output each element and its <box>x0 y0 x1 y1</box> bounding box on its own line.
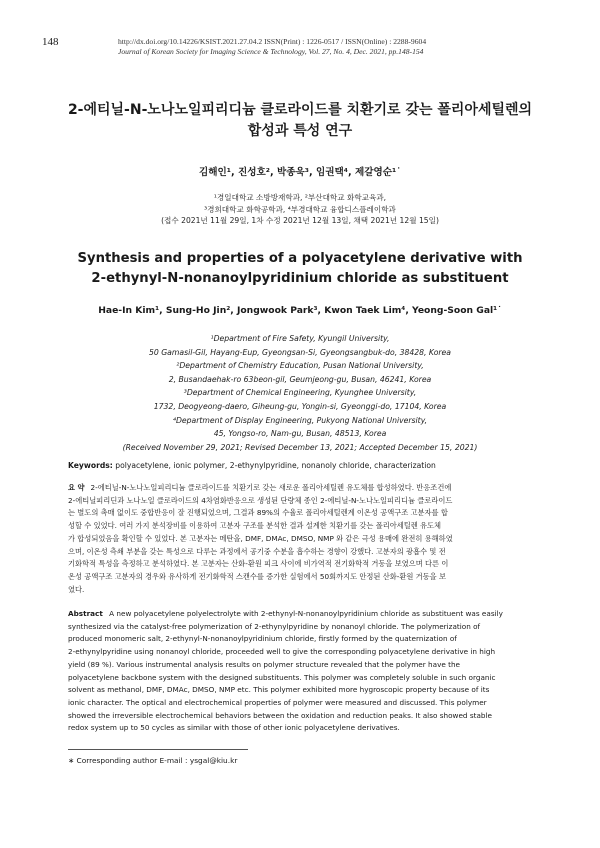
english-affiliation-line: ⁴Department of Display Engineering, Pukyong National University, <box>172 415 428 425</box>
korean-abstract-line: 온성 공액구조 고분자의 경우와 유사하게 전기화학적 스캔수를 증가한 실험에서 50회까지도 안정된 산화-환원 거동을 보 <box>68 571 446 581</box>
english-received-dates: (Received November 29, 2021; Revised December 13, 2021; Accepted December 15, 2021) <box>122 442 478 452</box>
korean-affiliation-line: ¹경일대학교 소방방재학과, ²부산대학교 화학교육과, <box>213 193 387 202</box>
footnote-divider <box>68 749 248 750</box>
doi-issn-line: http://dx.doi.org/10.14226/KSIST.2021.27.04.2 ISSN(Print) : 1226-0517 / ISSN(Online) : 2288-9604 <box>118 37 427 46</box>
korean-abstract-line: 가 합성되었음을 확인할 수 있었다. 본 고분자는 메탄올, DMF, DMAc, DMSO, NMP 와 같은 극성 용매에 완전히 용해하였 <box>68 533 453 543</box>
korean-abstract-line: 성할 수 있었다. 여러 가지 분석장비를 이용하여 고분자 구조를 분석한 결과 설계한 치환기를 갖는 폴리아세틸렌 유도체 <box>68 521 442 531</box>
korean-authors: 김해인¹, 진성호², 박종욱³, 임권택⁴, 제갈영순¹˙ <box>198 167 402 178</box>
english-authors: Hae-In Kim¹, Sung-Ho Jin², Jongwook Park³, Kwon Taek Lim⁴, Yeong-Soon Gal¹˙ <box>98 305 502 316</box>
korean-abstract-line: 는 별도의 촉매 없이도 중합반응이 잘 진행되었으며, 그결과 89%의 수율로 폴리아세틸렌계 이온성 공액구조 고분자를 합 <box>68 508 448 518</box>
english-affiliation-line: ²Department of Chemistry Education, Pusan National University, <box>176 361 424 371</box>
english-title <box>40 249 560 289</box>
english-abstract-text: A new polyacetylene polyelectrolyte with 2-ethynyl-N-nonanoylpyridinium chloride as substituent was easily <box>109 609 503 618</box>
english-abstract-line: 2-ethynylpyridine using nonanoyl chloride, proceeded well to give the corresponding polyacetylene derivative in high <box>68 647 496 657</box>
english-abstract-line: solvent as methanol, DMF, DMAc, DMSO, NMP etc. This polymer exhibited more hygroscopic property because of its <box>68 685 490 695</box>
english-abstract-line: polyacetylene backbone system with the designed substituents. This polymer was completely soluble in such organic <box>68 672 496 682</box>
english-affiliations <box>40 332 560 454</box>
english-abstract-line: ionic character. The optical and electrochemical properties of polymer were measured and discussed. This polymer <box>68 697 487 707</box>
english-abstract-line: yield (89 %). Various instrumental analysis results on polymer structure revealed that the polymer have the <box>68 659 461 669</box>
korean-title <box>40 100 560 142</box>
english-affiliation-line: 2, Busandaehak-ro 63beon-gil, Geumjeong-gu, Busan, 46241, Korea <box>168 374 432 384</box>
english-title-line: Synthesis and properties of a polyacetylene derivative with <box>77 251 523 266</box>
korean-affiliations <box>40 192 560 227</box>
korean-abstract <box>68 482 534 596</box>
korean-abstract-label: 요 약 <box>68 483 85 492</box>
english-abstract <box>68 608 534 735</box>
keywords <box>68 461 532 470</box>
english-affiliation-line: 45, Yongso-ro, Nam-gu, Busan, 48513, Korea <box>213 429 387 439</box>
corresponding-author-footnote: ∗ Corresponding author E-mail : ysgal@kiu.kr <box>68 756 238 765</box>
english-abstract-line <box>68 608 534 621</box>
page-number: 148 <box>42 36 59 48</box>
english-affiliation-line: 1732, Deogyeong-daero, Giheung-gu, Yongin-si, Gyeonggi-do, 17104, Korea <box>153 401 447 411</box>
korean-received-dates: (접수 2021년 11월 29일, 1차 수정 2021년 12월 13일, 채택 2021년 12월 15일) <box>161 216 439 225</box>
korean-title-line: 2-에티닐-N-노나노일피리디늄 클로라이드를 치환기로 갖는 폴리아세틸렌의 <box>67 102 533 118</box>
english-abstract-line: produced monomeric salt, 2-ethynyl-N-nonanoylpyridinium chloride, firstly formed by the quaternization of <box>68 634 457 644</box>
english-title-line: 2-ethynyl-N-nonanoylpyridinium chloride as substituent <box>91 271 509 286</box>
english-affiliation-line: ¹Department of Fire Safety, Kyungil University, <box>210 334 390 343</box>
keywords-text: polyacetylene, ionic polymer, 2-ethynylpyridine, nonanoly chloride, characterization <box>115 461 436 470</box>
korean-abstract-line: 으며, 이온성 측쇄 부분을 갖는 특성으로 다루는 과정에서 공기중 수분을 흡수하는 경향이 강했다. 고분자의 광흡수 및 전 <box>68 546 446 556</box>
korean-abstract-line: 2-에티닐피리딘과 노나노일 클로라이드의 4차염화반응으로 생성된 단량체 종인 2-에티닐-N-노나노일피리디늄 클로라이드 <box>68 495 453 505</box>
korean-abstract-line: 기화학적 특성을 측정하고 분석하였다. 본 고분자는 산화-환원 피크 사이에 비가역적 전기화학적 거동을 보였으며 다른 이 <box>68 559 449 569</box>
korean-affiliation-line: ³경희대학교 화학공학과, ⁴부경대학교 융합디스플레이학과 <box>204 204 396 214</box>
keywords-label: Keywords: <box>68 461 113 470</box>
english-abstract-line: redox system up to 50 cycles as similar with those of other ionic polyacetylene derivatives. <box>68 723 400 733</box>
english-affiliation-line: ³Department of Chemical Engineering, Kyunghee University, <box>183 388 417 398</box>
english-abstract-line: synthesized via the catalyst-free polymerization of 2-ethynylpyridine by nonanoyl chloride. The polymerization of <box>68 621 481 631</box>
english-affiliation-line: 50 Gamasil-Gil, Hayang-Eup, Gyeongsan-Si, Gyeongsangbuk-do, 38428, Korea <box>148 347 451 357</box>
english-abstract-line: showed the irreversible electrochemical behaviors between the oxidation and reduction peaks. It also showed stable <box>68 710 492 720</box>
journal-citation-line: Journal of Korean Society for Imaging Science & Technology, Vol. 27, No. 4, Dec. 2021, pp.148-154 <box>118 47 424 56</box>
korean-abstract-line <box>68 482 534 495</box>
korean-abstract-text: 2-에티닐-N-노나노일피리디늄 클로라이드를 치환기로 갖는 새로운 폴리아세틸렌 유도체를 합성하였다. 반응조건에 <box>90 483 452 492</box>
korean-abstract-line: 였다. <box>68 584 85 594</box>
korean-title-line: 합성과 특성 연구 <box>247 123 353 139</box>
english-abstract-label: Abstract <box>68 609 103 618</box>
